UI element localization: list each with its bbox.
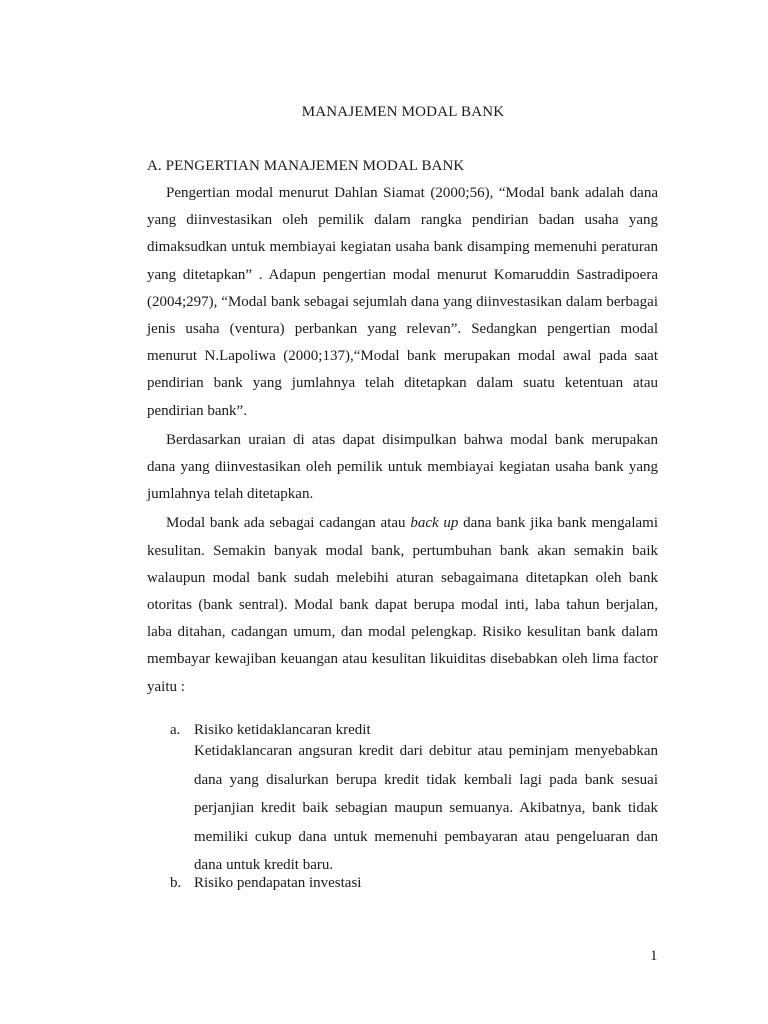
section-heading: A. PENGERTIAN MANAJEMEN MODAL BANK <box>147 158 465 174</box>
paragraph-2: Berdasarkan uraian di atas dapat disimpulkan bahwa modal bank merupakan dana yang diinvestasikan oleh pemilik untuk membiayai kegiatan usaha bank yang jumlahnya telah ditetapkan. <box>147 431 658 503</box>
document-title: MANAJEMEN MODAL BANK <box>301 104 505 120</box>
paragraph-3-text-a: Modal bank ada sebagai cadangan atau <box>166 515 411 532</box>
paragraph-3-text-b: dana bank jika bank mengalami kesulitan. Semakin banyak modal bank, pertumbuhan bank akan semakin baik walaupun modal bank sudah melebihi aturan sebagaimana ditetapkan oleh bank otoritas (bank sentral). Modal bank dapat berupa modal inti, laba tahun berjalan, laba ditahan, cadangan umum, dan modal pelengkap. Risiko kesulitan bank dalam membayar kewajiban keuangan atau kesulitan likuiditas disebabkan oleh lima factor yaitu : <box>147 515 658 695</box>
paragraph-3 <box>147 510 658 700</box>
list-item-a-description: Ketidaklancaran angsuran kredit dari debitur atau peminjam menyebabkan dana yang disalurkan berupa kredit tidak kembali lagi pada bank sesuai perjanjian kredit baik sebagian maupun semuanya. Akibatnya, bank tidak memiliki cukup dana untuk memenuhi pembayaran atau pengeluaran dan dana untuk kredit baru. <box>194 743 658 874</box>
list-item-a-marker: a. <box>170 722 181 738</box>
list-item-b-marker: b. <box>170 875 182 891</box>
list-item-b-title: Risiko pendapatan investasi <box>194 875 362 891</box>
paragraph-1: Pengertian modal menurut Dahlan Siamat (2000;56), “Modal bank adalah dana yang diinvestasikan oleh pemilik dalam rangka pendirian badan usaha yang dimaksudkan untuk membiayai kegiatan usaha bank disamping memenuhi peraturan yang ditetapkan” . Adapun pengertian modal menurut Komaruddin Sastradipoera (2004;297), “Modal bank sebagai sejumlah dana yang diinvestasikan dalam berbagai jenis usaha (ventura) perbankan yang relevan”. Sedangkan pengertian modal menurut N.Lapoliwa (2000;137),“Modal bank merupakan modal awal pada saat pendirian bank yang jumlahnya telah ditetapkan dalam suatu ketentuan atau pendirian bank”. <box>147 185 658 419</box>
paragraph-3-italic: back up <box>410 515 459 532</box>
page-number: 1 <box>650 948 658 964</box>
body-text <box>147 180 658 703</box>
list-item-a-title: Risiko ketidaklancaran kredit <box>194 722 371 738</box>
